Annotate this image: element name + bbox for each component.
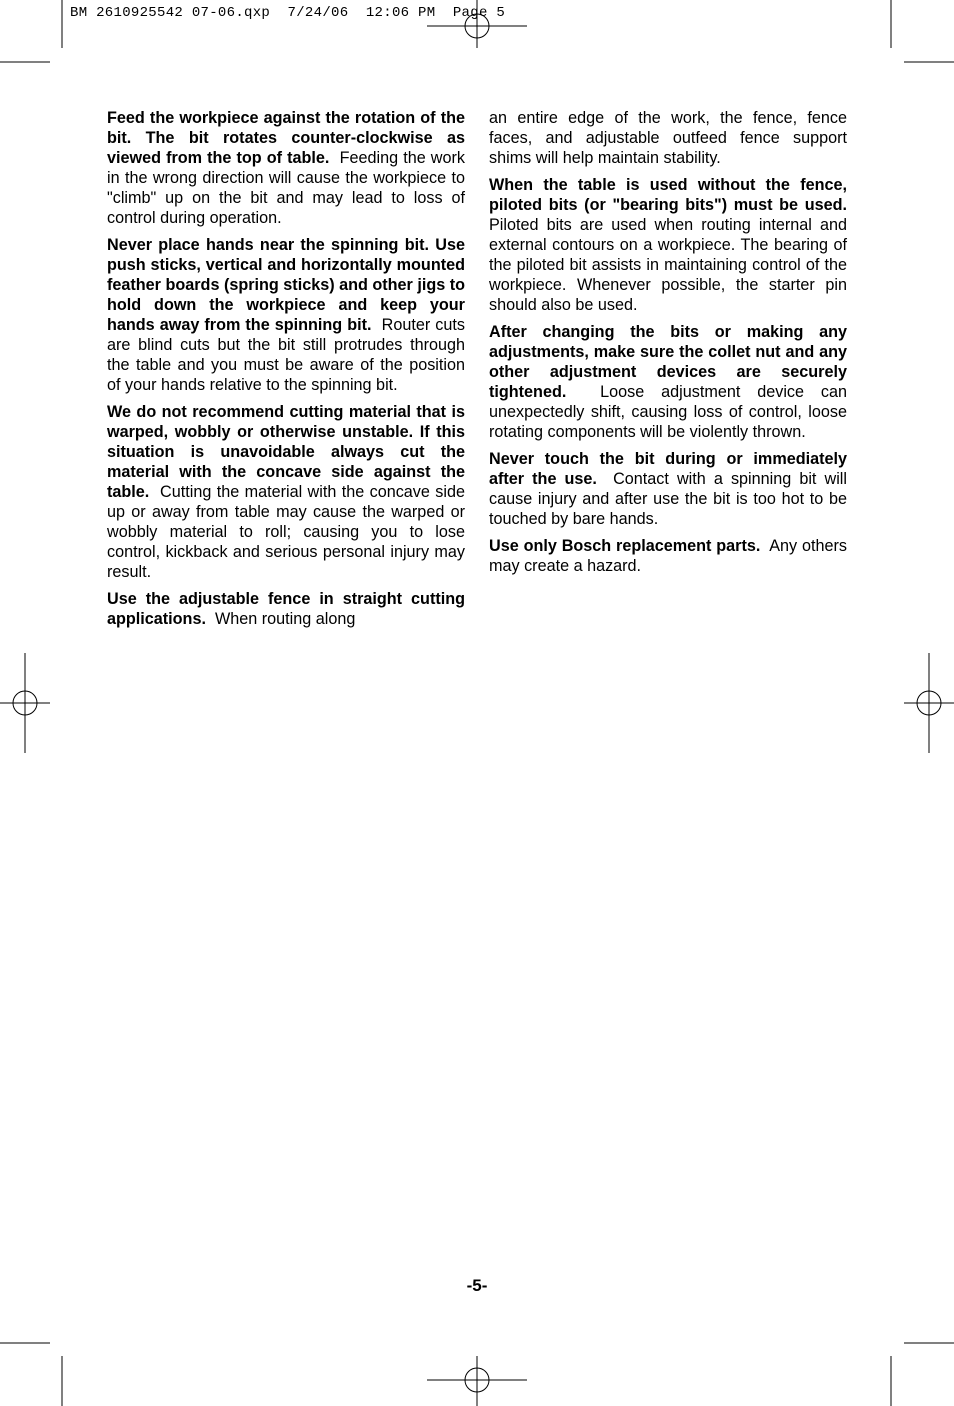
paragraph-body: Loose adjustment device can unexpectedly shift, causing loss of control, loose rotating components will be violently thrown.	[489, 383, 848, 441]
paragraph-body: Cutting the material with the concave side up or away from table may cause the warped or wobbly material to roll; causing you to lose control, kickback and serious personal injury may result.	[107, 483, 465, 581]
safety-paragraph-hands	[107, 235, 465, 395]
print-slug-line: BM 2610925542 07-06.qxp 7/24/06 12:06 PM Page 5	[70, 5, 506, 21]
right-column	[489, 108, 847, 583]
paragraph-heading: We do not recommend cutting material that is warped, wobbly or otherwise unstable. If this situation is unavoidable always cut the material with the concave side against the table.	[107, 403, 465, 501]
safety-paragraph-feed-direction	[107, 108, 465, 228]
paragraph-continuation: an entire edge of the work, the fence, fence faces, and adjustable outfeed fence support shims will help maintain stability.	[489, 109, 847, 167]
paragraph-body: Any others may create a hazard.	[489, 537, 847, 575]
paragraph-body: Contact with a spinning bit will cause injury and after use the bit is too hot to be touched by bare hands.	[489, 470, 847, 528]
paragraph-heading: Never place hands near the spinning bit. Use push sticks, vertical and horizontally mounted feather boards (spring sticks) and other jigs to hold down the workpiece and keep your hands away from the spinning bit.	[107, 236, 465, 334]
paragraph-heading: Never touch the bit during or immediately after the use.	[489, 450, 847, 488]
paragraph-body: Feeding the work in the wrong direction will cause the workpiece to "climb" up on the bit and may lead to loss of control during operation.	[107, 149, 465, 227]
paragraph-heading: Use the adjustable fence in straight cutting applications.	[107, 590, 465, 628]
paragraph-heading: After changing the bits or making any adjustments, make sure the collet nut and any other adjustment devices are securely tightened.	[489, 323, 847, 401]
safety-paragraph-replacement-parts	[489, 536, 847, 576]
safety-paragraph-adjustable-fence	[107, 589, 465, 629]
page-number: -5-	[466, 1276, 488, 1295]
safety-paragraph-piloted-bits	[489, 175, 847, 315]
paragraph-heading: Use only Bosch replacement parts.	[489, 537, 761, 555]
paragraph-heading: Feed the workpiece against the rotation of the bit. The bit rotates counter-clockwise as viewed from the top of table.	[107, 109, 465, 167]
paragraph-body: When routing along	[214, 610, 356, 628]
paragraph-body: Router cuts are blind cuts but the bit still protrudes through the table and you must be aware of the position of your hands relative to the spinning bit.	[107, 316, 465, 394]
safety-paragraph-warped-material	[107, 402, 465, 582]
safety-paragraph-touch-bit	[489, 449, 847, 529]
left-column	[107, 108, 465, 636]
paragraph-body: Piloted bits are used when routing internal and external contours on a workpiece. The bearing of the piloted bit assists in maintaining control of the workpiece. Whenever possible, the starter pin should also be used.	[489, 216, 847, 314]
paragraph-heading: When the table is used without the fence, piloted bits (or "bearing bits") must be used.	[489, 176, 847, 214]
safety-paragraph-tighten-collet	[489, 322, 847, 442]
